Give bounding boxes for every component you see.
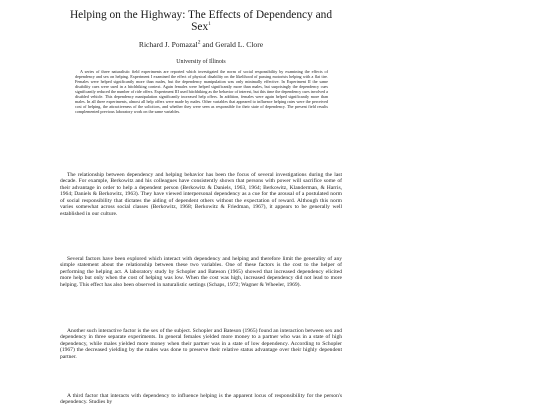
body-paragraph-3: Another such interactive factor is the sex of the subject. Schopler and Bateson (1965) found an interaction between sex and dependency in three separate experiments. In general females yielded more money to a partner who was in a state of high dependency, while males yielded more money when their partner was in a state of low dependency. According to Schopler (1967) the decreased yielding by the males was done to preserve their relative status advantage over their highly dependent partner. [60, 328, 342, 360]
author-footnote-marker: 2 [197, 39, 201, 46]
paper-title-text: Helping on the Highway: The Effects of Dependency and Sex [69, 9, 333, 33]
body-paragraph-2: Several factors have been explored which interact with dependency and helping and therefore limit the generality of any simple statement about the relationship between these two variables. One of these factors is the cost to the helper of performing the helping act. A laboratory study by Schopler and Bateson (1965) showed that increased dependency elicited more help but only when the cost of helping was low. When the cost was high, increased dependency did not lead to more helping. This effect has also been observed in naturalistic settings (Schaps, 1972; Wagner & Wheeler, 1969). [60, 256, 342, 288]
title-footnote-marker: 1 [208, 21, 211, 28]
paper-authors [60, 40, 342, 49]
paper-title [60, 9, 342, 33]
paper-affiliation: University of Illinois [176, 59, 226, 65]
body-paragraph-4: A third factor that interacts with dependency to influence helping is the apparent locus of responsibility for the person's dependency. Studies by [60, 393, 342, 406]
author-1: Richard J. Pomazal [138, 40, 198, 49]
author-2: and Gerald L. Clore [202, 40, 264, 49]
paper-abstract: A series of three naturalistic field experiments are reported which investigated the norm of social responsibility by examining the effects of dependency and sex on helping. Experiment I examined the effect of physical disability on the likelihood of passing motorists helping with a flat tire. Females were helped significantly more than males, but the dependency manipulation was only minimally effective. In Experiment II the same disability cues were used in a hitchhiking context. Again females were helped significantly more than males, but surprisingly the dependency cues significantly reduced the number of ride offers. Experiment III used hitchhiking as the behavior of interest, but this time the dependency cues involved a disabled vehicle. This dependency manipulation significantly increased help offers. In addition, females were again helped significantly more than males. In all three experiments, almost all help offers were made by males. Other variables that appeared to influence helping rates were the perceived cost of helping, the attractiveness of the solicitors, and whether they were seen as responsible for their state of dependency. The present field results complemented previous laboratory work on the same variables. [75, 69, 328, 114]
body-paragraph-1: The relationship between dependency and helping behavior has been the focus of several investigations during the last decade. For example, Berkowitz and his colleagues have consistently shown that persons with power will sacrifice some of their advantage in order to help a dependent person (Berkowitz & Daniels, 1963, 1964; Berkowitz, Klanderman, & Harris, 1964; Daniels & Berkowitz, 1963). They have viewed interpersonal dependency as a cue for the arousal of a postulated norm of social responsibility that dictates the aiding of dependent others without the expectation of reward. Although this norm varies somewhat across social classes (Berkowitz, 1968; Berkowitz & Friedman, 1967), it appears to be generally well established in our culture. [60, 172, 342, 217]
